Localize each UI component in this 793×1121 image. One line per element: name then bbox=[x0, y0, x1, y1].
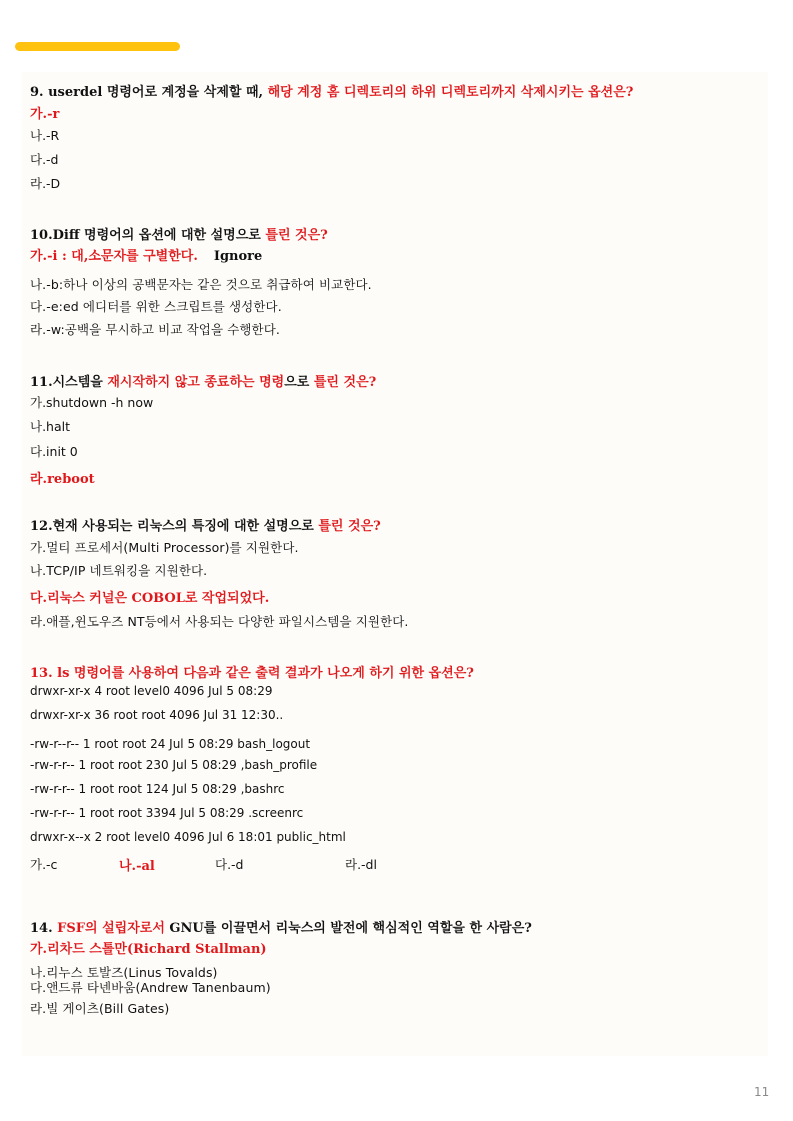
q11-option-2: 나.halt bbox=[30, 419, 71, 434]
q14-option-4: 라.빌 게이츠(Bill Gates) bbox=[30, 1001, 170, 1016]
ls-output-line: -rw-r--r-- 1 root root 24 Jul 5 08:29 bash_logout bbox=[30, 737, 311, 751]
document-body bbox=[22, 72, 768, 1056]
q14-option-1: 가.리차드 스톨만(Richard Stallman) bbox=[30, 942, 267, 957]
q10-option-4: 라.-w:공백을 무시하고 비교 작업을 수행한다. bbox=[30, 322, 280, 337]
question-10-highlight: 틀린 것은? bbox=[265, 228, 328, 243]
q9-option-2: 나.-R bbox=[30, 128, 60, 143]
q14-option-3: 다.앤드류 타넨바움(Andrew Tanenbaum) bbox=[30, 980, 271, 995]
q13-option-2: 나.-al bbox=[119, 859, 155, 874]
q9-option-4: 라.-D bbox=[30, 176, 61, 191]
q11-option-4: 라.reboot bbox=[30, 472, 95, 487]
q9-option-3: 다.-d bbox=[30, 152, 59, 167]
q12-option-4: 라.애플,윈도우즈 NT등에서 사용되는 다양한 파일시스템을 지원한다. bbox=[30, 614, 409, 629]
ls-output-line: drwxr-x--x 2 root level0 4096 Jul 6 18:01 public_html bbox=[30, 830, 346, 844]
q11-option-1: 가.shutdown -h now bbox=[30, 395, 154, 410]
question-9-highlight: 해당 계정 홈 디렉토리의 하위 디렉토리까지 삭제시키는 옵션은? bbox=[267, 85, 634, 100]
q13-options-row bbox=[30, 855, 760, 875]
q12-option-2: 나.TCP/IP 네트워킹을 지원한다. bbox=[30, 563, 208, 578]
question-9 bbox=[30, 81, 633, 100]
q12-option-1: 가.멀티 프로세서(Multi Processor)를 지원한다. bbox=[30, 540, 299, 555]
ls-output-line: -rw-r-r-- 1 root root 124 Jul 5 08:29 ,bashrc bbox=[30, 782, 285, 796]
question-11 bbox=[30, 371, 376, 390]
question-9-text: 9. userdel 명령어로 계정을 삭제할 때, bbox=[30, 85, 268, 100]
question-12 bbox=[30, 515, 381, 534]
question-13: 13. ls 명령어를 사용하여 다음과 같은 출력 결과가 나오게 하기 위한 옵션은? bbox=[30, 666, 474, 681]
question-11-highlight-b: 틀린 것은? bbox=[313, 375, 377, 390]
question-10 bbox=[30, 224, 328, 243]
header-accent-bar bbox=[15, 42, 180, 51]
ls-output-line: drwxr-xr-x 4 root level0 4096 Jul 5 08:29 bbox=[30, 684, 273, 698]
question-11-text-a: 11.시스템을 bbox=[30, 375, 108, 390]
question-11-highlight-a: 재시작하지 않고 종료하는 명령 bbox=[107, 375, 285, 390]
ls-output-line: -rw-r-r-- 1 root root 3394 Jul 5 08:29 .screenrc bbox=[30, 806, 304, 820]
question-14 bbox=[30, 917, 532, 936]
q10-option-1 bbox=[30, 245, 262, 264]
q10-option-1-text: 가.-i : 대,소문자를 구별한다. bbox=[30, 249, 198, 264]
q12-option-3: 다.리눅스 커널은 COBOL로 작업되었다. bbox=[30, 591, 270, 606]
q13-option-3: 다.-d bbox=[215, 857, 244, 872]
question-14-text-b: GNU를 이끌면서 리눅스의 발전에 핵심적인 역할을 한 사람은? bbox=[164, 921, 532, 936]
ls-output-line: -rw-r-r-- 1 root root 230 Jul 5 08:29 ,bash_profile bbox=[30, 758, 318, 772]
q14-option-2: 나.리누스 토발즈(Linus Tovalds) bbox=[30, 965, 218, 980]
page-number: 11 bbox=[754, 1085, 770, 1099]
q9-option-1: 가.-r bbox=[30, 107, 60, 122]
question-14-highlight: FSF의 설립자로서 bbox=[57, 921, 165, 936]
q13-option-1: 가.-c bbox=[30, 857, 58, 872]
ls-output-line: drwxr-xr-x 36 root root 4096 Jul 31 12:30.. bbox=[30, 708, 284, 722]
q13-option-4: 라.-dl bbox=[345, 857, 377, 872]
question-12-highlight: 틀린 것은? bbox=[318, 519, 381, 534]
q10-option-2: 나.-b:하나 이상의 공백문자는 같은 것으로 취급하여 비교한다. bbox=[30, 277, 372, 292]
question-12-text: 12.현재 사용되는 리눅스의 특징에 대한 설명으로 bbox=[30, 519, 319, 534]
q10-option-3: 다.-e:ed 에디터를 위한 스크립트를 생성한다. bbox=[30, 299, 282, 314]
question-11-text-b: 으로 bbox=[284, 375, 314, 390]
q11-option-3: 다.init 0 bbox=[30, 444, 78, 459]
question-14-text-a: 14. bbox=[30, 921, 58, 936]
question-10-text: 10.Diff 명령어의 옵션에 대한 설명으로 bbox=[30, 228, 266, 243]
q10-option-1-note: Ignore bbox=[213, 249, 263, 264]
